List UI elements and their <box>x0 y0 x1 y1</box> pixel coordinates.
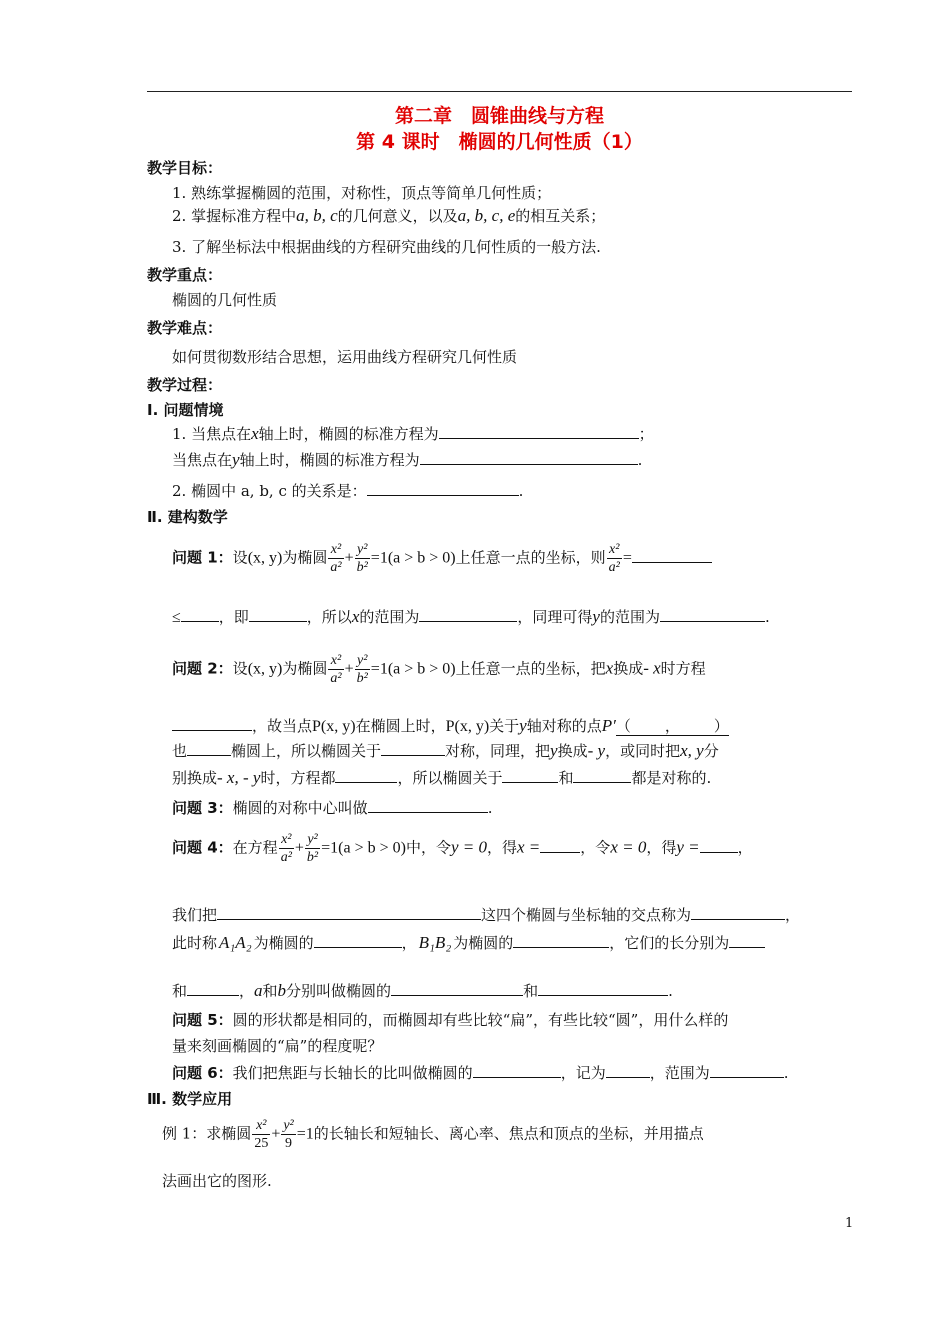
difficulty-text: 如何贯彻数形结合思想，运用曲线方程研究几何性质 <box>172 348 518 366</box>
q2-line-4: 别换成- x, - y时，方程都 ，所以椭圆关于 和 都是对称的. <box>172 768 712 787</box>
difficulty-heading: 教学难点： <box>147 319 223 337</box>
process-heading: 教学过程： <box>147 376 223 394</box>
example-1-line-1: 例 1：求椭圆 $\frac{\text{x²}}{25}$ + $\frac{\text{y²}}{9}$ =1的长轴长和短轴长、离心率、焦点和顶点的坐标，并用描点 <box>162 1118 704 1151</box>
goal-1: 1. 熟练掌握椭圆的范围，对称性，顶点等简单几何性质； <box>172 184 552 202</box>
s1-line-1: 1. 当焦点在x轴上时，椭圆的标准方程为 ； <box>172 424 654 443</box>
q1-line-1: 问题 1：设(x, y)为椭圆 $\frac{\text{x²}}{\text{a²}}$ + $\frac{\text{y²}}{\text{b²}}$ =1(a > b > 0)上任意一点的坐标，则 $\frac{\text{x²}}{\text{a²}}$ = <box>172 541 712 576</box>
section-3-heading: Ⅲ. 数学应用 <box>147 1090 233 1108</box>
goal-3: 3. 了解坐标法中根据曲线的方程研究曲线的几何性质的一般方法. <box>172 238 601 256</box>
q5-line-2: 量来刻画椭圆的“扁”的程度呢？ <box>172 1037 383 1055</box>
lesson-title: 第 4 课时 椭圆的几何性质（1） <box>356 131 643 153</box>
section-1-heading: Ⅰ. 问题情境 <box>147 401 224 419</box>
q4-line-4: 和 ，a和b分别叫做椭圆的 和 . <box>172 981 673 1000</box>
q2-line-3: 也 椭圆上，所以椭圆关于 对称，同理，把y换成- y，或同时把x, y分 <box>172 741 719 760</box>
key-point-heading: 教学重点： <box>147 266 223 284</box>
example-1-line-2: 法画出它的图形. <box>162 1172 272 1190</box>
section-2-heading: Ⅱ. 建构数学 <box>147 508 228 526</box>
q4-line-2: 我们把 这四个椭圆与坐标轴的交点称为 ， <box>172 906 801 924</box>
s1-line-3: 2. 椭圆中 a, b, c 的关系是： . <box>172 482 524 500</box>
goals-heading: 教学目标： <box>147 159 223 177</box>
q6-line: 问题 6：我们把焦距与长轴长的比叫做椭圆的 ，记为 ，范围为 . <box>172 1064 789 1082</box>
chapter-title: 第二章 圆锥曲线与方程 <box>394 105 604 127</box>
q2-line-2: ，故当点P(x, y)在椭圆上时，P(x, y)关于y轴对称的点P′（ ， ） <box>172 715 729 736</box>
goal-2: 2. 掌握标准方程中a, b, c的几何意义，以及a, b, c, e的相互关系； <box>172 206 606 225</box>
q3-line: 问题 3：椭圆的对称中心叫做 . <box>172 799 493 817</box>
q2-line-1: 问题 2：设(x, y)为椭圆 $\frac{\text{x²}}{\text{a²}}$ + $\frac{\text{y²}}{\text{b²}}$ =1(a > b > 0)上任意一点的坐标，把x换成- x时方程 <box>172 653 706 686</box>
s1-line-2: 当焦点在y轴上时，椭圆的标准方程为 . <box>172 450 643 469</box>
q4-line-3: 此时称 A₁A₂ 为椭圆的 ， B₁B₂ 为椭圆的 ，它们的长分别为 <box>172 932 765 953</box>
q5-line-1: 问题 5：圆的形状都是相同的，而椭圆却有些比较“扁”，有些比较“圆”，用什么样的 <box>172 1011 729 1029</box>
key-point-text: 椭圆的几何性质 <box>172 291 278 309</box>
page-number: 1 <box>845 1216 854 1231</box>
q4-line-1: 问题 4：在方程 $\frac{\text{x²}}{\text{a²}}$ + $\frac{\text{y²}}{\text{b²}}$ =1(a > b > 0)中，令y = 0，得x = ，令x = 0，得y = ， <box>172 832 753 865</box>
header-rule <box>147 91 852 92</box>
q1-line-2: ≤ ，即 ，所以x的范围为 ，同理可得y的范围为 . <box>172 607 770 626</box>
